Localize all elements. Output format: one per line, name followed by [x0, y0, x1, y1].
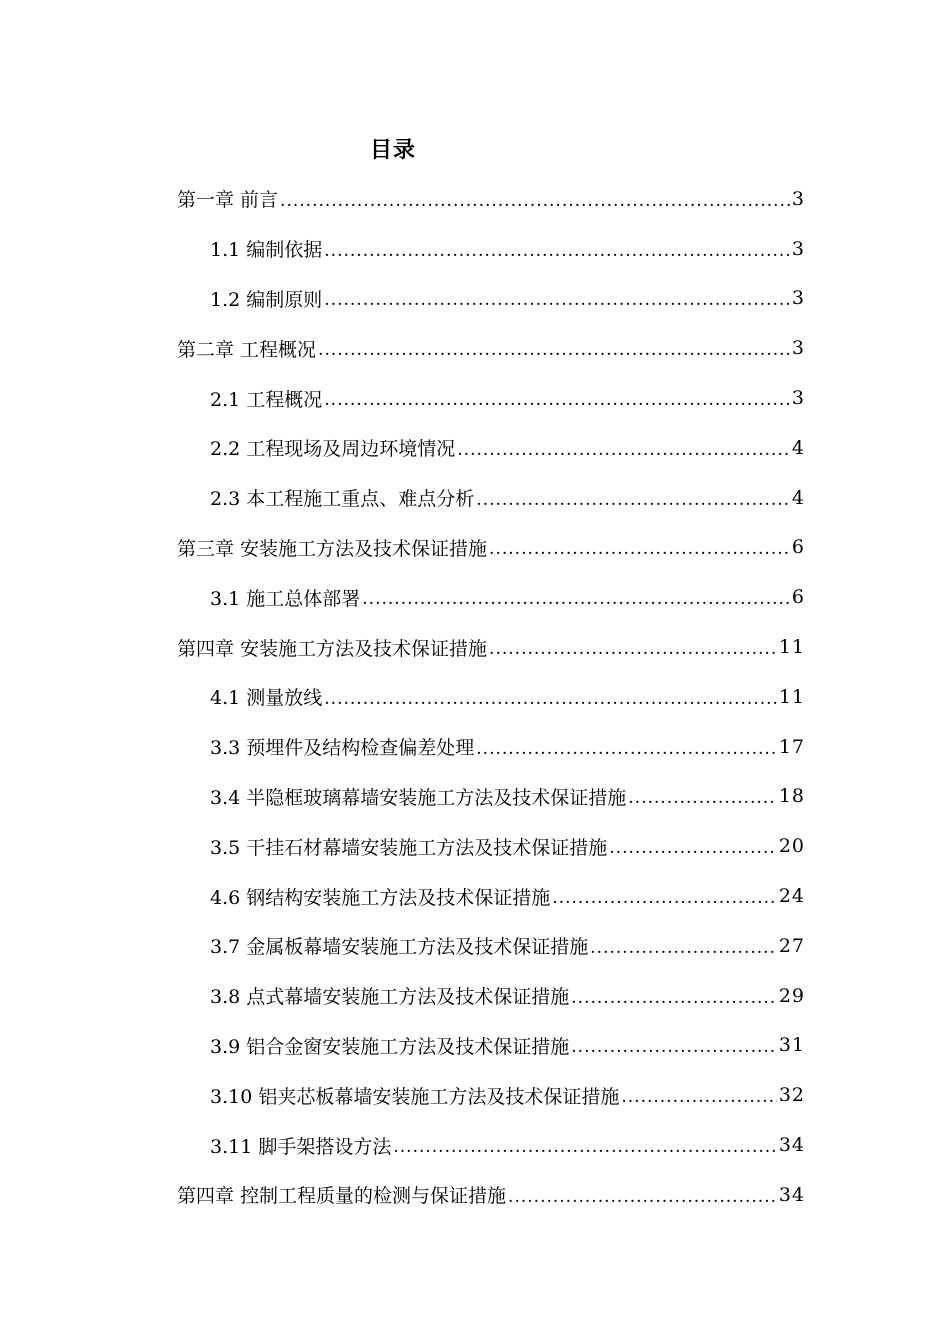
toc-dot-leader — [489, 539, 790, 559]
toc-page-number: 34 — [778, 1134, 805, 1157]
toc-dot-leader — [571, 1037, 777, 1057]
toc-page-number: 34 — [778, 1183, 805, 1206]
toc-page-number: 31 — [778, 1034, 805, 1057]
toc-dot-leader — [476, 490, 790, 510]
toc-section-entry[interactable] — [177, 1120, 805, 1170]
toc-entry-label: 第四章 控制工程质量的检测与保证措施 — [177, 1185, 507, 1208]
toc-dot-leader — [280, 191, 790, 211]
toc-section-entry[interactable] — [177, 1021, 805, 1071]
toc-page-number: 3 — [791, 387, 805, 410]
toc-page-number: 20 — [778, 835, 805, 858]
toc-entry-label: 3.4 半隐框玻璃幕墙安装施工方法及技术保证措施 — [210, 786, 627, 809]
toc-list — [177, 174, 805, 1220]
toc-dot-leader — [324, 390, 790, 410]
toc-section-entry[interactable] — [177, 821, 805, 871]
toc-page-number: 6 — [791, 536, 805, 559]
toc-page-number: 3 — [791, 237, 805, 260]
toc-dot-leader — [324, 290, 790, 310]
toc-dot-leader — [571, 988, 777, 1008]
toc-section-entry[interactable] — [177, 224, 805, 274]
toc-section-entry[interactable] — [177, 921, 805, 971]
toc-entry-label: 第三章 安装施工方法及技术保证措施 — [177, 537, 488, 560]
toc-chapter-entry[interactable] — [177, 1170, 805, 1220]
toc-page-number: 3 — [791, 337, 805, 360]
toc-dot-leader — [552, 888, 777, 908]
toc-entry-label: 3.3 预埋件及结构检查偏差处理 — [210, 737, 475, 760]
toc-section-entry[interactable] — [177, 572, 805, 622]
toc-entry-label: 3.8 点式幕墙安装施工方法及技术保证措施 — [210, 986, 570, 1009]
toc-dot-leader — [393, 1137, 776, 1157]
toc-section-entry[interactable] — [177, 971, 805, 1021]
toc-page-number: 11 — [778, 685, 805, 708]
toc-entry-label: 第二章 工程概况 — [177, 338, 317, 361]
toc-page-number: 6 — [791, 586, 805, 609]
toc-page-number: 3 — [791, 287, 805, 310]
toc-page-number: 18 — [778, 785, 805, 808]
toc-entry-label: 1.1 编制依据 — [210, 239, 323, 262]
toc-page-number: 4 — [791, 436, 805, 459]
toc-dot-leader — [489, 639, 777, 659]
toc-dot-leader — [621, 1087, 776, 1107]
toc-section-entry[interactable] — [177, 871, 805, 921]
toc-title: 目录 — [369, 137, 416, 163]
toc-page-number: 24 — [778, 885, 805, 908]
toc-entry-label: 3.5 干挂石材幕墙安装施工方法及技术保证措施 — [210, 836, 608, 859]
toc-page-number: 4 — [791, 486, 805, 509]
toc-dot-leader — [508, 1187, 777, 1207]
toc-dot-leader — [324, 241, 790, 261]
toc-section-entry[interactable] — [177, 772, 805, 822]
toc-chapter-entry[interactable] — [177, 174, 805, 224]
toc-section-entry[interactable] — [177, 473, 805, 523]
toc-chapter-entry[interactable] — [177, 622, 805, 672]
toc-entry-label: 2.3 本工程施工重点、难点分析 — [210, 488, 475, 511]
toc-page-number: 27 — [778, 934, 805, 957]
toc-dot-leader — [609, 838, 777, 858]
toc-entry-label: 2.2 工程现场及周边环境情况 — [210, 438, 456, 461]
toc-page-number: 11 — [778, 636, 805, 659]
toc-section-entry[interactable] — [177, 274, 805, 324]
toc-chapter-entry[interactable] — [177, 523, 805, 573]
toc-entry-label: 3.9 铝合金窗安装施工方法及技术保证措施 — [210, 1035, 570, 1058]
toc-entry-label: 3.10 铝夹芯板幕墙安装施工方法及技术保证措施 — [210, 1085, 620, 1108]
toc-dot-leader — [590, 938, 777, 958]
toc-entry-label: 3.11 脚手架搭设方法 — [210, 1135, 392, 1158]
toc-section-entry[interactable] — [177, 722, 805, 772]
toc-entry-label: 4.1 测量放线 — [210, 687, 323, 710]
toc-entry-label: 第一章 前言 — [177, 189, 279, 212]
toc-entry-label: 3.1 施工总体部署 — [210, 587, 361, 610]
toc-entry-label: 第四章 安装施工方法及技术保证措施 — [177, 637, 488, 660]
toc-entry-label: 2.1 工程概况 — [210, 388, 323, 411]
toc-section-entry[interactable] — [177, 423, 805, 473]
toc-entry-label: 4.6 钢结构安装施工方法及技术保证措施 — [210, 886, 551, 909]
toc-page-number: 3 — [791, 187, 805, 210]
toc-page-number: 29 — [778, 984, 805, 1007]
toc-dot-leader — [318, 340, 790, 360]
toc-entry-label: 1.2 编制原则 — [210, 288, 323, 311]
toc-dot-leader — [457, 440, 790, 460]
toc-section-entry[interactable] — [177, 672, 805, 722]
toc-page-number: 17 — [778, 735, 805, 758]
toc-section-entry[interactable] — [177, 373, 805, 423]
toc-page-number: 32 — [778, 1084, 805, 1107]
toc-chapter-entry[interactable] — [177, 323, 805, 373]
toc-dot-leader — [362, 589, 790, 609]
toc-section-entry[interactable] — [177, 1070, 805, 1120]
toc-dot-leader — [628, 788, 777, 808]
toc-dot-leader — [476, 739, 777, 759]
toc-entry-label: 3.7 金属板幕墙安装施工方法及技术保证措施 — [210, 936, 589, 959]
toc-dot-leader — [324, 689, 777, 709]
